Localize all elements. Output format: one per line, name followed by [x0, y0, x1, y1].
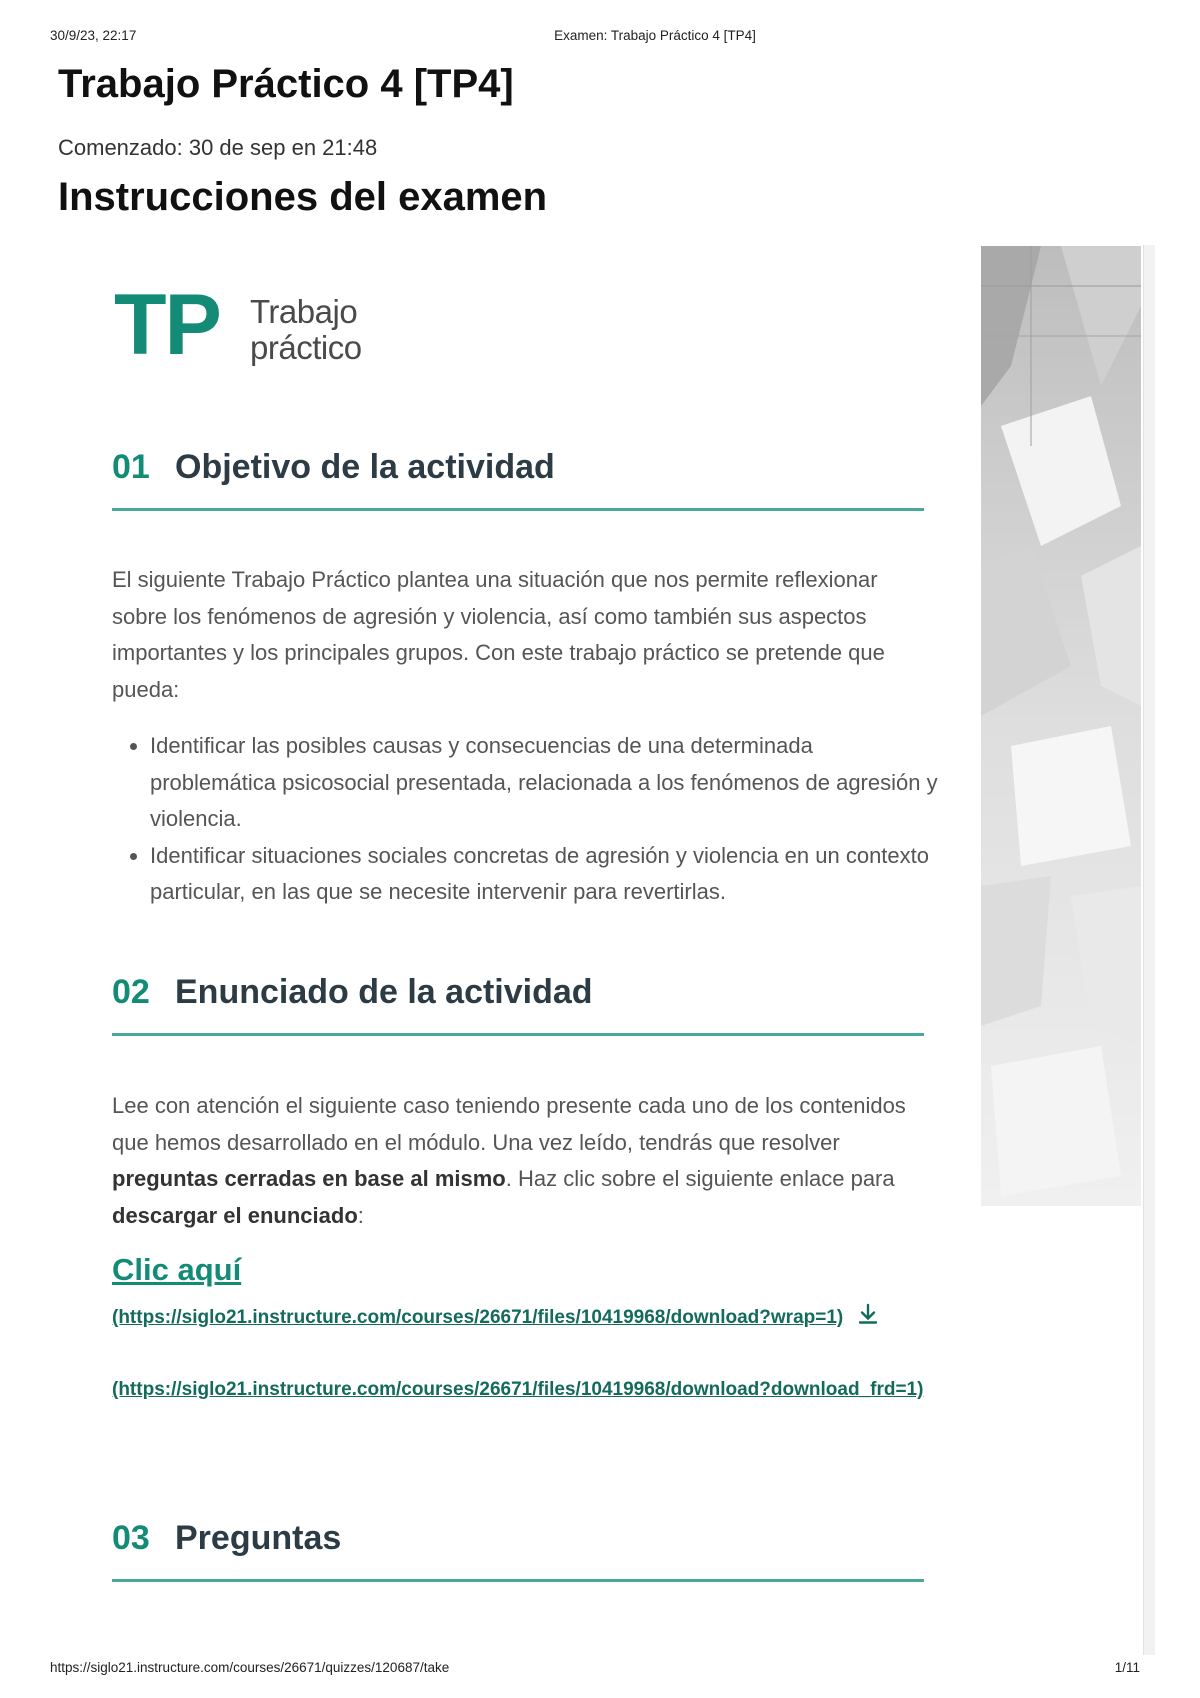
tp-logo-words — [250, 294, 362, 366]
section-label: Enunciado de la actividad — [175, 973, 593, 1011]
download-frd-link-url[interactable]: (https://siglo21.instructure.com/courses/26671/files/10419968/download?download_frd=1) — [112, 1379, 924, 1400]
section-number: 03 — [112, 1519, 150, 1557]
link-url-text[interactable]: (https://siglo21.instructure.com/courses/26671/files/10419968/download?wrap=1) — [112, 1307, 844, 1329]
list-item: • Identificar las posibles causas y consecuencias de una determinada problemática psicosocial presentada, relacionada a los fenómenos de agresión y violencia. — [150, 728, 940, 838]
tp-logo-word-2: práctico — [250, 329, 362, 366]
section-heading-preguntas — [112, 1519, 924, 1582]
print-header — [50, 28, 1140, 48]
section-heading-enunciado — [112, 973, 924, 1036]
objective-intro: El siguiente Trabajo Práctico plantea una situación que nos permite reflexionar sobre los fenómenos de agresión y violencia, así como también sus aspectos importantes y los principales grupos. Con este trabajo práctico se pretende que pueda: — [112, 567, 885, 702]
download-arrow-icon[interactable] — [857, 1300, 879, 1336]
print-date: 30/9/23, 22:17 — [50, 28, 137, 43]
section-label: Preguntas — [175, 1519, 342, 1557]
statement-text-part: : — [357, 1202, 364, 1228]
statement-bold-part: descargar el enunciado — [112, 1202, 358, 1228]
list-item: • Identificar situaciones sociales concretas de agresión y violencia en un contexto particular, en las que se necesite intervenir para revertirlas. — [150, 838, 940, 911]
page-title: Trabajo Práctico 4 [TP4] — [58, 62, 514, 106]
download-link-url-wrap[interactable] — [112, 1300, 924, 1336]
decorative-side-image — [981, 246, 1141, 1206]
print-page-title: Examen: Trabajo Práctico 4 [TP4] — [554, 28, 756, 43]
download-statement-link[interactable]: Clic aquí — [112, 1252, 242, 1287]
print-page-number: 1/11 — [1114, 1660, 1140, 1675]
statement-bold-part: preguntas cerradas en base al mismo — [112, 1166, 506, 1191]
quiz-instructions-content — [112, 277, 938, 1557]
quiz-started-time: Comenzado: 30 de sep en 21:48 — [58, 135, 378, 160]
statement-text-part: . Haz clic sobre el siguiente enlace para — [505, 1166, 895, 1191]
statement-text-part: Lee con atención el siguiente caso teniendo presente cada uno de los contenidos que hemos desarrollado en el módulo. Una vez leído, tendrás que resolver — [112, 1093, 906, 1155]
tp-logo-word-1: Trabajo — [250, 293, 358, 330]
tp-logo — [112, 277, 924, 380]
objectives-list — [112, 728, 940, 911]
section-number: 02 — [112, 973, 150, 1011]
print-url: https://siglo21.instructure.com/courses/26671/quizzes/120687/take — [50, 1660, 450, 1675]
section-label: Objetivo de la actividad — [175, 448, 555, 486]
instructions-heading: Instrucciones del examen — [58, 175, 548, 219]
section-number: 01 — [112, 448, 150, 486]
statement-text — [112, 1088, 924, 1234]
page-scrollbar[interactable] — [1143, 245, 1155, 1655]
section-heading-objetivo — [112, 448, 924, 511]
tp-logo-letters: TP — [114, 277, 220, 373]
print-footer — [50, 1660, 1150, 1680]
